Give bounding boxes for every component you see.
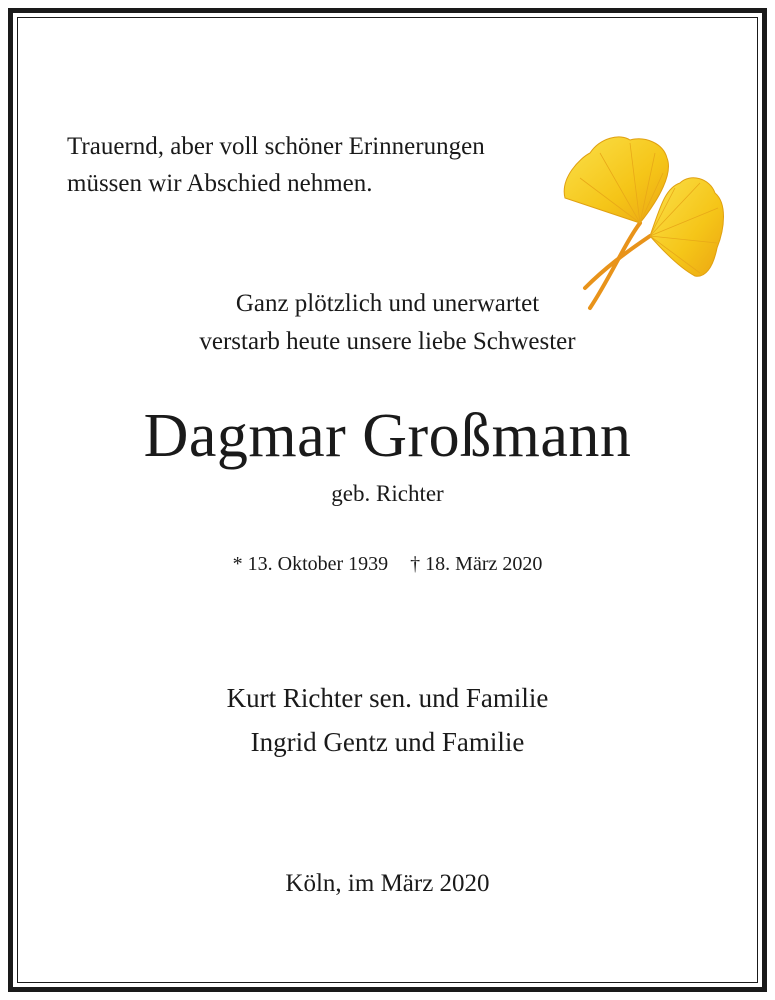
mourner-2: Ingrid Gentz und Familie	[250, 727, 525, 757]
maiden-name: geb. Richter	[331, 481, 444, 506]
announcement	[0, 285, 775, 361]
announcement-line-2: verstarb heute unsere liebe Schwester	[199, 328, 576, 355]
announcement-line-1: Ganz plötzlich und unerwartet	[235, 290, 540, 317]
intro-text	[67, 128, 485, 202]
deceased-name: Dagmar Großmann	[143, 402, 632, 470]
intro-line-2: müssen wir Abschied nehmen.	[67, 170, 373, 197]
intro-line-1: Trauernd, aber voll schöner Erinnerungen	[67, 133, 485, 160]
mourners	[0, 676, 775, 764]
place-date: Köln, im März 2020	[285, 870, 490, 897]
mourner-1: Kurt Richter sen. und Familie	[226, 683, 549, 713]
death-date: † 18. März 2020	[410, 553, 543, 575]
life-dates	[0, 550, 775, 578]
birth-date: * 13. Oktober 1939	[232, 553, 389, 575]
